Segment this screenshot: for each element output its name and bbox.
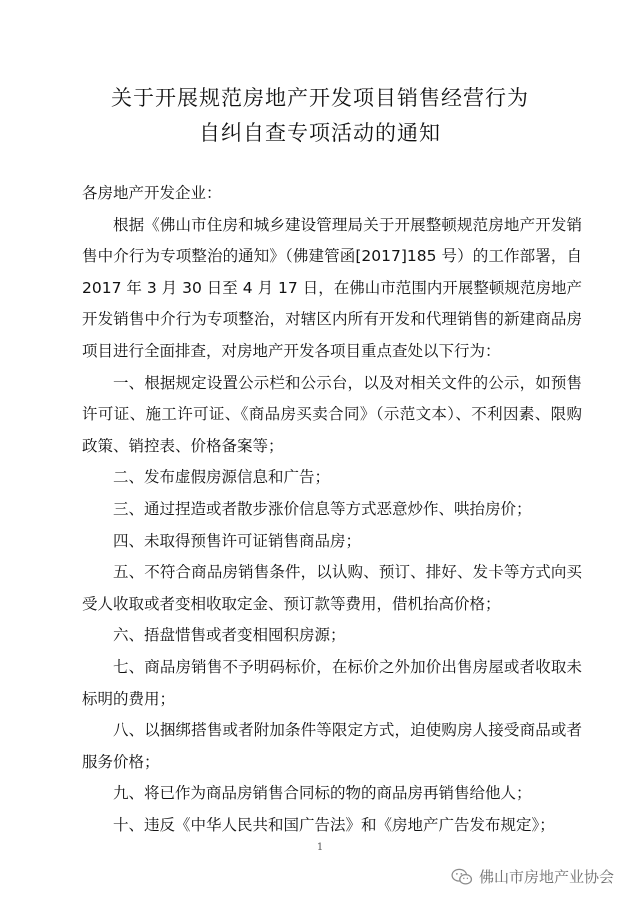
list-item: 二、发布虚假房源信息和广告； <box>113 468 331 487</box>
document-title-line-1: 关于开展规范房地产开发项目销售经营行为 <box>111 86 529 110</box>
watermark <box>451 866 614 887</box>
document-title-line-2: 自纠自查专项活动的通知 <box>199 121 441 145</box>
list-item: 一、根据规定设置公示栏和公示台，以及对相关文件的公示，如预售许可证、施工许可证、《商品房买卖合同》（示范文本）、不利因素、限购政策、销控表、价格备案等； <box>82 373 582 455</box>
list-item: 三、通过捏造或者散步涨价信息等方式恶意炒作、哄抬房价； <box>113 499 532 518</box>
wechat-icon <box>451 868 473 886</box>
intro-paragraph: 根据《佛山市住房和城乡建设管理局关于开展整顿规范房地产开发销售中介行为专项整治的通知》（佛建管函[2017]185 号）的工作部署，自 2017 年 3 月 30 日至 4 月 17 日，在佛山市范围内开展整顿规范房地产开发销售中介行为专项整治，对辖区内所有开发和代理销售的新建商品房项目进行全面排查，对房地产开发各项目重点查处以下行为： <box>82 215 582 360</box>
list-item: 四、未取得预售许可证销售商品房； <box>113 531 362 550</box>
list-item: 六、捂盘惜售或者变相囤积房源； <box>113 626 346 645</box>
page-number: 1 <box>316 842 324 853</box>
list-item: 七、商品房销售不予明码标价，在标价之外加价出售房屋或者收取未标明的费用； <box>82 657 582 708</box>
list-item: 九、将已作为商品房销售合同标的物的商品房再销售给他人； <box>113 784 532 803</box>
watermark-text: 佛山市房地产业协会 <box>478 868 614 886</box>
list-item: 十、违反《中华人民共和国广告法》和《房地产广告发布规定》； <box>113 815 555 834</box>
list-item: 五、不符合商品房销售条件，以认购、预订、排好、发卡等方式向买受人收取或者变相收取定金、预订款等费用，借机抬高价格； <box>82 563 582 613</box>
list-item: 八、以捆绑搭售或者附加条件等限定方式，迫使购房人接受商品或者服务价格； <box>82 721 582 771</box>
salutation: 各房地产开发企业： <box>82 184 222 202</box>
document-body <box>82 178 582 841</box>
